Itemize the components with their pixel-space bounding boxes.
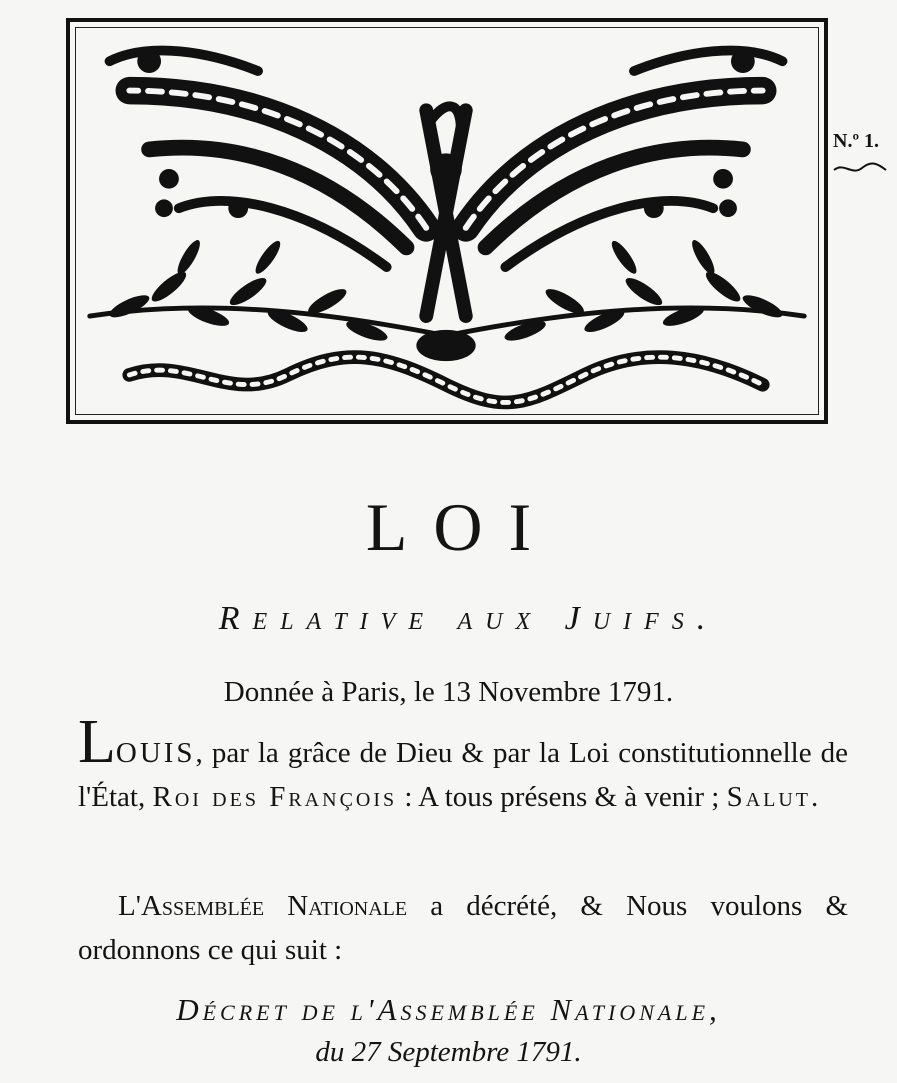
issue-date-line: Donnée à Paris, le 13 Novembre 1791. [223, 676, 674, 708]
document-number: N.º 1. [833, 130, 880, 152]
decree-intro [78, 884, 848, 972]
royal-title: Roi des François [152, 781, 398, 813]
page-subtitle: Relative aux Juifs. [218, 600, 719, 637]
ornamental-header-frame [66, 18, 828, 424]
wavy-rule-icon [832, 160, 888, 178]
king-name: OUIS [115, 737, 196, 769]
preamble-text: , par la grâce de Dieu & par la Loi constitutionnelle de l'État, [78, 737, 848, 813]
preamble-address: : A tous présens & à venir ; [397, 781, 727, 813]
decree-intro-text: a décrété, & Nous voulons & ordonnons ce qui suit : [78, 890, 848, 966]
page-title: LOI [365, 489, 558, 565]
decree-heading: Décret de l'Assemblée Nationale, [176, 992, 721, 1027]
crossed-horns-laurel-ornament-icon [70, 22, 824, 420]
drop-initial: L [78, 708, 116, 776]
decree-date: du 27 Septembre 1791. [315, 1036, 582, 1068]
assembly-name: L'Assemblée Nationale [118, 890, 408, 922]
salute-word: Salut. [726, 781, 822, 813]
royal-preamble [78, 708, 848, 819]
